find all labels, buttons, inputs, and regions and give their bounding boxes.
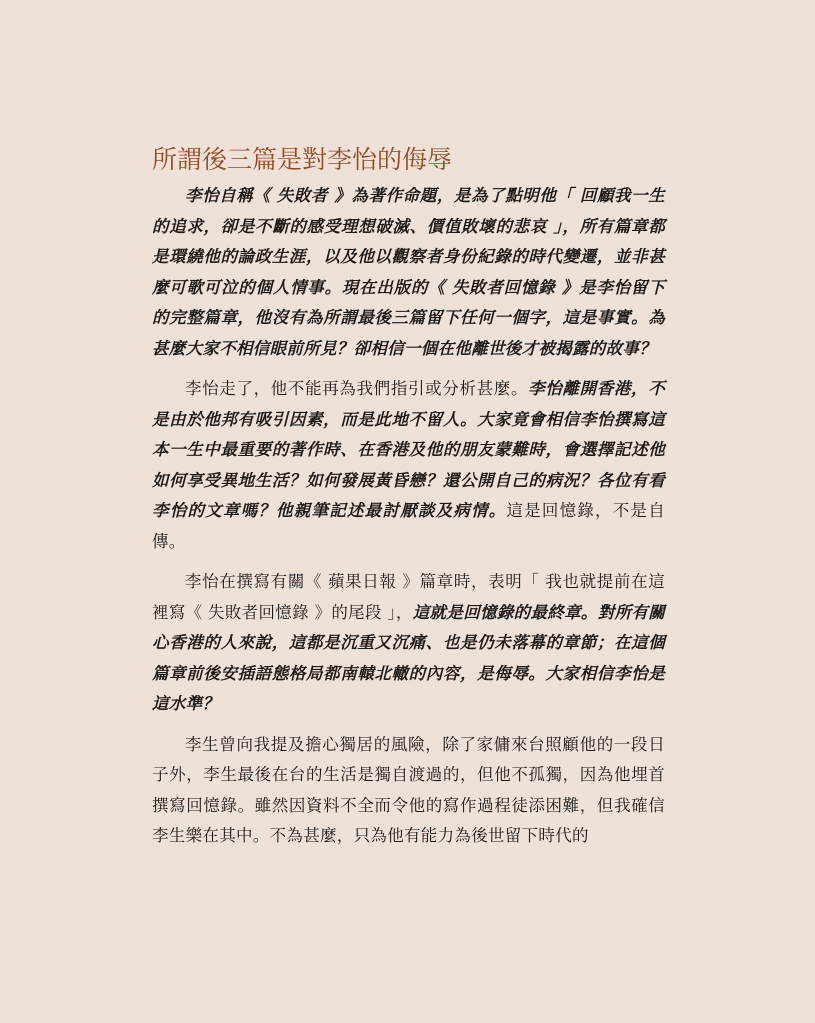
paragraph-2-text-b: 這是回憶錄，不是自傳。 <box>152 501 666 551</box>
paragraph-3 <box>152 567 665 720</box>
paragraph-1 <box>152 181 665 364</box>
paragraph-4-text: 李生曾向我提及擔心獨居的風險，除了家傭來台照顧他的一段日子外，李生最後在台的生活是獨自渡過的，但他不孤獨，因為他埋首撰寫回憶錄。雖然因資料不全而令他的寫作過程徒添困難，但我確信李生樂在其中。不為甚麼，只為他有能力為後世留下時代的 <box>152 734 665 845</box>
paragraph-4 <box>152 730 665 852</box>
document-page <box>152 143 665 862</box>
paragraph-3-text-a: 李怡在撰寫有關《 蘋果日報 》篇章時，表明「 我也就提前在這裡寫《 失敗者回憶錄 》的尾段 」， <box>152 572 665 622</box>
paragraph-2-bold-text: 李怡離開香港，不是由於他邦有吸引因素，而是此地不留人。大家竟會相信李怡撰寫這本一生中最重要的著作時、在香港及他的朋友蒙難時，會選擇記述他如何享受異地生活？如何發展黃昏戀？還公開自己的病況？各位有看李怡的文章嗎？他親筆記述最討厭談及病情。 <box>152 379 665 520</box>
paragraph-1-bold-text: 李怡自稱《 失敗者 》為著作命題，是為了點明他「 回顧我一生的追求，卻是不斷的感受理想破滅、價值敗壞的悲哀 」，所有篇章都是環繞他的論政生涯，以及他以觀察者身份紀錄的時代變遷，並非甚麼可歌可泣的個人情事。現在出版的《 失敗者回憶錄 》是李怡留下的完整篇章，他沒有為所謂最後三篇留下任何一個字，這是事實。為甚麼大家不相信眼前所見？卻相信一個在他離世後才被揭露的故事？ <box>152 186 665 358</box>
paragraph-2 <box>152 374 665 557</box>
paragraph-2-text-a: 李怡走了，他不能再為我們指引或分析甚麼。 <box>185 379 529 398</box>
section-title: 所謂後三篇是對李怡的侮辱 <box>152 145 453 174</box>
paragraph-3-bold-text: 這就是回憶錄的最終章。對所有關心香港的人來說，這都是沉重又沉痛、也是仍未落幕的章節；在這個篇章前後安插語態格局都南轅北轍的內容，是侮辱。大家相信李怡是這水準？ <box>152 602 666 713</box>
